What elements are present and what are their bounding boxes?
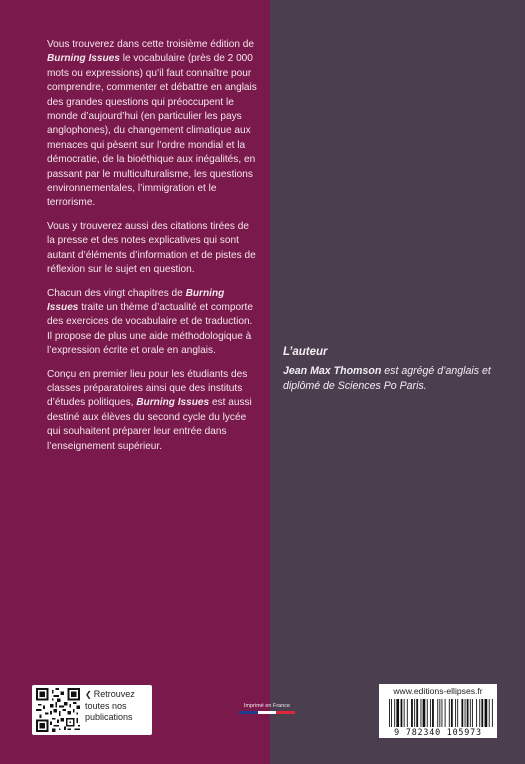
barcode-bar bbox=[396, 699, 399, 727]
barcode-bar bbox=[430, 699, 431, 727]
barcode-bar bbox=[472, 699, 473, 727]
barcode-bar bbox=[437, 699, 438, 727]
barcode-bar bbox=[401, 699, 403, 727]
barcode-bar bbox=[427, 699, 428, 727]
barcode-bar bbox=[470, 699, 471, 727]
barcode-bar bbox=[411, 699, 413, 727]
french-flag-icon bbox=[239, 711, 295, 714]
author-section bbox=[283, 346, 503, 394]
publisher-website[interactable]: www.editions-ellipses.fr bbox=[393, 686, 483, 696]
blurb-p4-start: Conçu en premier lieu pour les étudiants des classes préparatoires ainsi que des instituts d’études politiques, bbox=[47, 368, 248, 409]
author-bio bbox=[283, 364, 503, 394]
blurb-p3-start: Chacun des vingt chapitres de bbox=[47, 287, 186, 299]
barcode-bar bbox=[439, 699, 440, 727]
book-title-mention: Burning Issues bbox=[47, 53, 120, 65]
author-heading: L’auteur bbox=[283, 346, 328, 358]
blurb-p1-end: le vocabulaire (près de 2 000 mots ou expressions) qu’il faut connaître pour comprendre, commenter et débattre en anglais des grandes questions qui préoccupent le monde d’aujourd’hui (en particulier les pays anglophones), du changement climatique aux menaces qui pèsent sur l’ordre mondial et la démocratie, de la bioéthique aux inégalités, en passant par le multiculturalisme, les questions environnementales, l’immigration et le terrorisme. bbox=[47, 53, 257, 209]
barcode-bar bbox=[479, 699, 480, 727]
barcode-bar bbox=[432, 699, 434, 727]
barcode-bar bbox=[492, 699, 493, 727]
qr-code-icon[interactable] bbox=[36, 688, 80, 732]
barcode-bar bbox=[394, 699, 395, 727]
barcode-bar bbox=[476, 699, 477, 727]
isbn-barcode-box bbox=[379, 684, 497, 738]
blurb-paragraph-1 bbox=[47, 38, 257, 211]
blurb-p1-start: Vous trouverez dans cette troisième édition de bbox=[47, 39, 255, 50]
qr-caption-text: Retrouvez toutes nos publications bbox=[85, 689, 135, 722]
author-name: Jean Max Thomson bbox=[283, 365, 382, 377]
isbn-digits: 9 782340 105973 bbox=[394, 727, 482, 737]
barcode-icon bbox=[389, 699, 493, 727]
barcode-bar bbox=[467, 699, 469, 727]
book-title-mention: Burning Issues bbox=[47, 287, 225, 313]
blurb-text bbox=[47, 38, 257, 463]
blurb-paragraph-4 bbox=[47, 368, 257, 454]
author-bio-text: est agrégé d’anglais et diplômé de Sciences Po Paris. bbox=[283, 365, 491, 392]
book-title-mention: Burning Issues bbox=[136, 397, 210, 409]
barcode-bar bbox=[407, 699, 408, 727]
barcode-bar bbox=[481, 699, 483, 727]
printed-in-france-label: Imprimé en France bbox=[243, 703, 291, 709]
barcode-bar bbox=[445, 699, 446, 727]
barcode-bar bbox=[414, 699, 415, 727]
barcode-bar bbox=[461, 699, 463, 727]
blurb-paragraph-2: Vous y trouverez aussi des citations tirées de la presse et des notes explicatives qui sont autant d’éléments d’information et de pistes de réflexion sur le sujet en question. bbox=[47, 220, 256, 276]
barcode-bar bbox=[423, 699, 426, 727]
barcode-bar bbox=[404, 699, 405, 727]
barcode-bar bbox=[489, 699, 490, 727]
qr-code-box[interactable] bbox=[32, 685, 152, 735]
barcode-bar bbox=[465, 699, 466, 727]
barcode-bar bbox=[449, 699, 450, 727]
blurb-p4-end: est aussi destiné aux élèves du second cycle du lycée qui souhaitent préparer leur entrée dans l’enseignement supérieur. bbox=[47, 397, 252, 452]
barcode-bar bbox=[451, 699, 453, 727]
barcode-bar bbox=[416, 699, 418, 727]
barcode-bar bbox=[442, 699, 443, 727]
qr-caption bbox=[85, 689, 151, 724]
blurb-p3-end: traite un thème d’actualité et comporte des exercices de vocabulaire et de traduction. Il propose de plus une aide méthodologique à l’expression écrite et orale en anglais. bbox=[47, 301, 253, 357]
barcode-bar bbox=[485, 699, 488, 727]
flag-stripe-red bbox=[276, 711, 295, 714]
barcode-bar bbox=[457, 699, 458, 727]
printed-in-france-mark bbox=[237, 703, 297, 714]
barcode-bar bbox=[455, 699, 456, 727]
barcode-bar bbox=[389, 699, 390, 727]
flag-stripe-blue bbox=[239, 711, 258, 714]
barcode-bar bbox=[421, 699, 422, 727]
flag-stripe-white bbox=[258, 711, 277, 714]
blurb-paragraph-3 bbox=[47, 287, 257, 359]
arrow-left-icon: ❮ bbox=[85, 690, 92, 699]
barcode-bar bbox=[391, 699, 392, 727]
